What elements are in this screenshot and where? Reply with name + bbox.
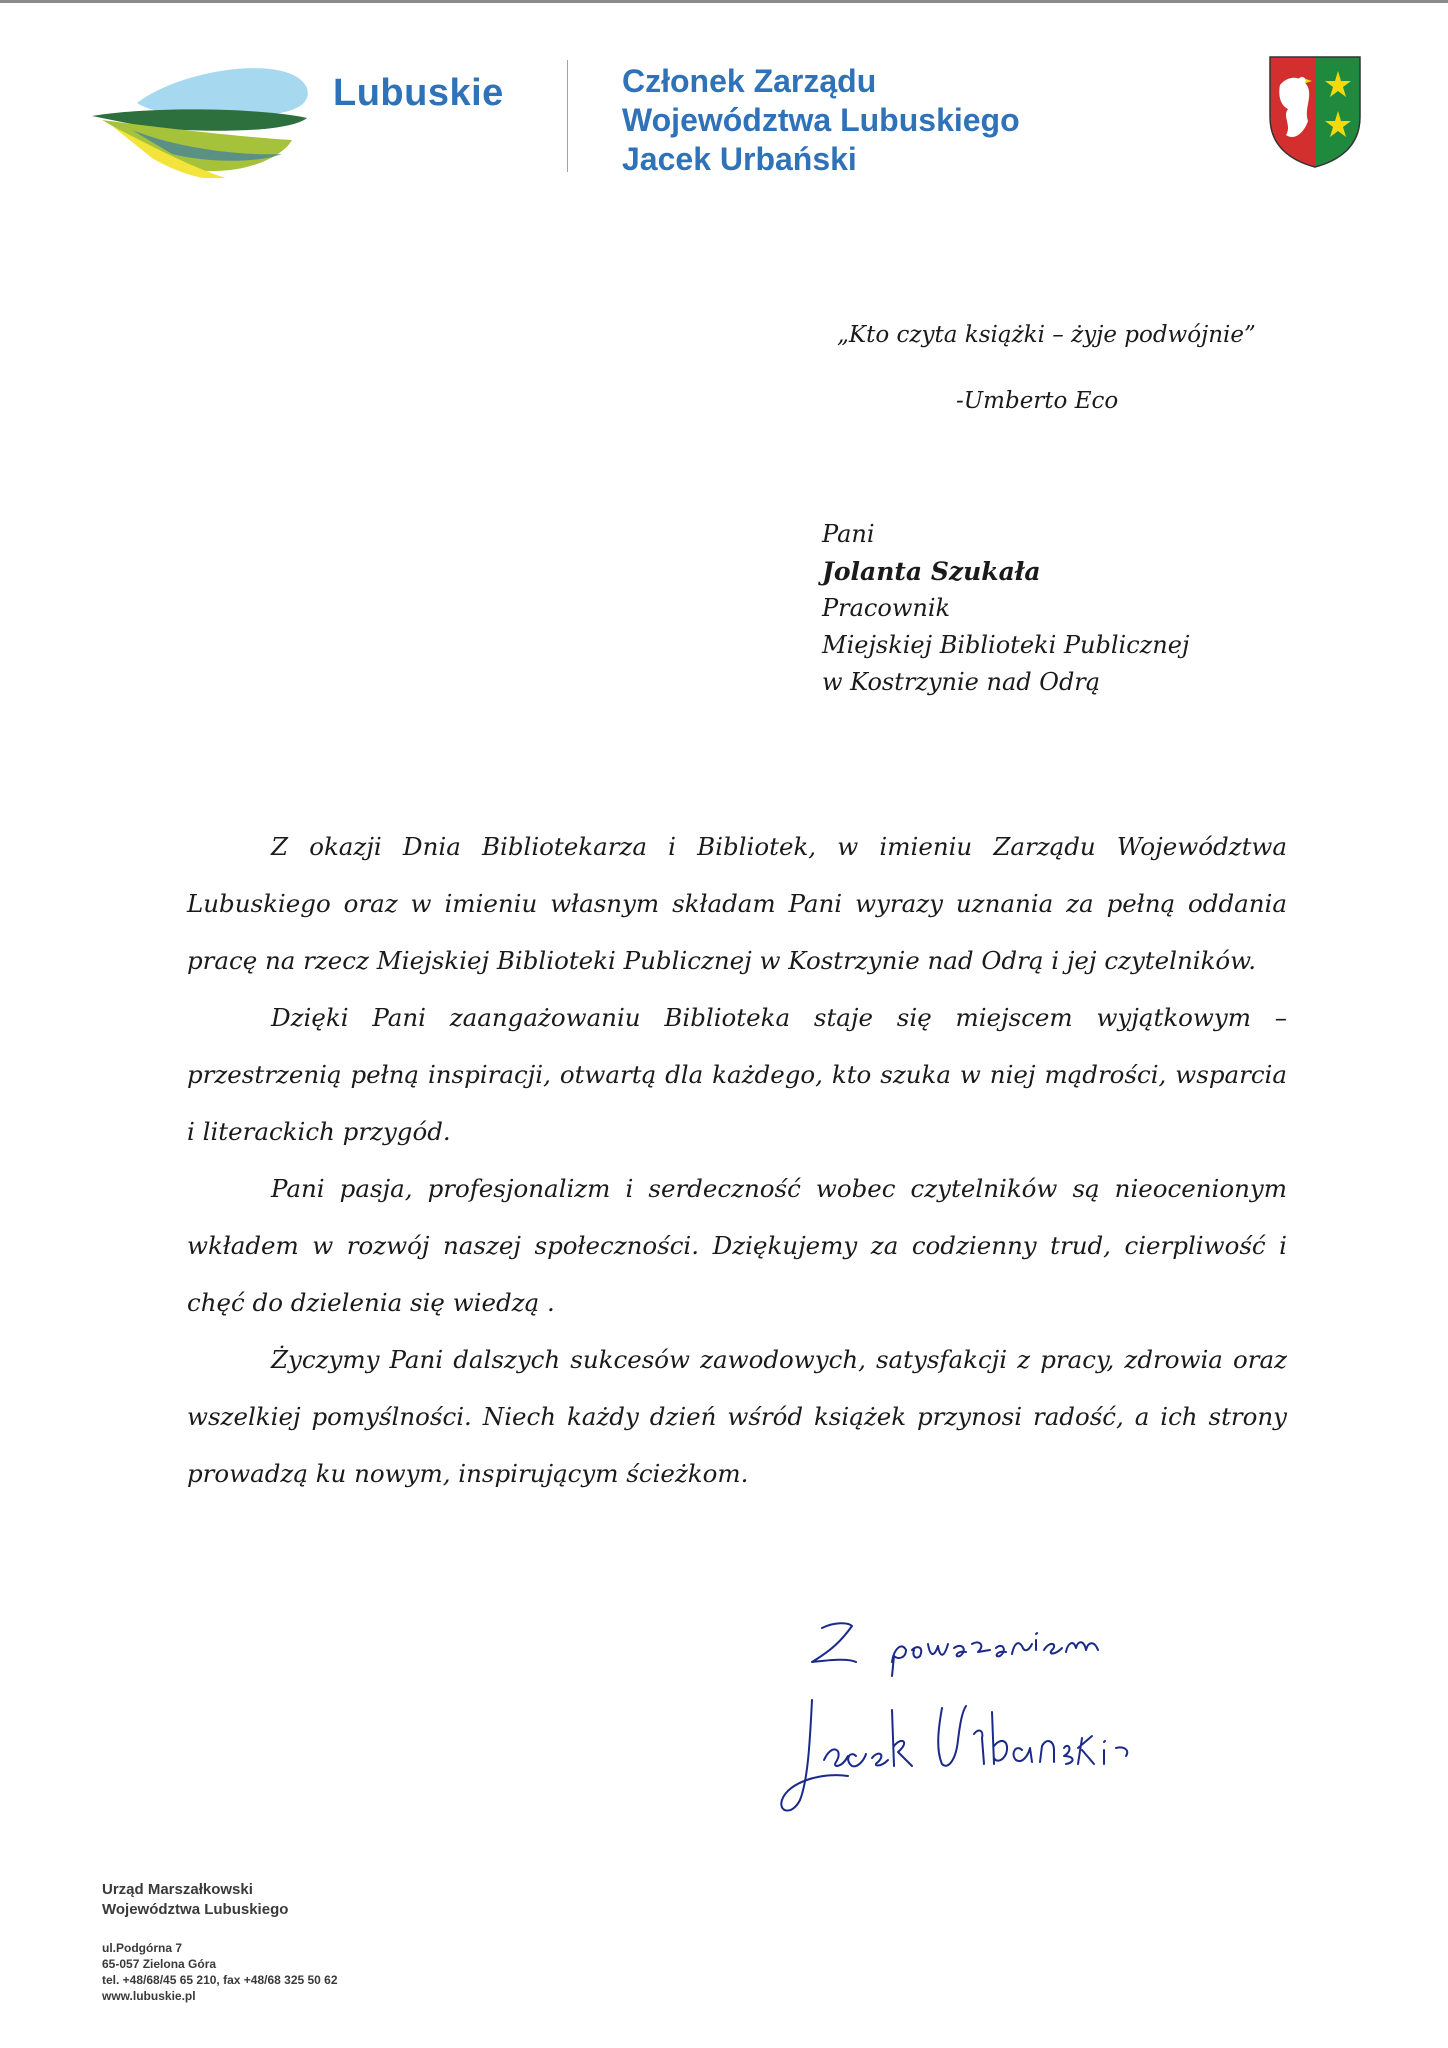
handwritten-signature bbox=[752, 1600, 1192, 1870]
addressee-name: Jolanta Szukała bbox=[822, 557, 1041, 586]
body-paragraph: Pani pasja, profesjonalizm i serdeczność wobec czytelników są nieocenionym wkładem w rozwój naszej społeczności. Dziękujemy za codzienny trud, cierpliwość i chęć do dzielenia się wiedzą . bbox=[187, 1174, 1287, 1317]
body-paragraph: Z okazji Dnia Bibliotekarza i Bibliotek, w imieniu Zarządu Województwa Lubuskiego oraz w imieniu własnym składam Pani wyrazy uznania za pełną oddania pracę na rzecz Miejskiej Biblioteki Publicznej w Kostrzynie nad Odrą i jej czytelników. bbox=[187, 832, 1287, 975]
footer-address bbox=[102, 1940, 338, 2004]
footer-org-line: Województwa Lubuskiego bbox=[102, 1901, 289, 1918]
addressee-block bbox=[822, 516, 1189, 701]
epigraph-quote: „Kto czyta książki – żyje podwójnie” bbox=[837, 322, 1256, 348]
epigraph-author: -Umberto Eco bbox=[956, 388, 1119, 414]
addressee-location: w Kostrzynie nad Odrą bbox=[822, 668, 1101, 696]
footer-website-link[interactable]: www.lubuskie.pl bbox=[102, 1989, 196, 2003]
sender-name: Jacek Urbański bbox=[622, 141, 857, 177]
footer-org-line: Urząd Marszałkowski bbox=[102, 1881, 253, 1898]
lubuskie-logo-icon bbox=[92, 58, 322, 178]
footer-city: 65-057 Zielona Góra bbox=[102, 1957, 217, 1971]
sender-title bbox=[622, 62, 1020, 179]
body-paragraph: Życzymy Pani dalszych sukcesów zawodowych, satysfakcji z pracy, zdrowia oraz wszelkiej pomyślności. Niech każdy dzień wśród książek przynosi radość, a ich strony prowadzą ku nowym, inspirującym ścieżkom. bbox=[187, 1345, 1287, 1488]
coat-of-arms-icon bbox=[1268, 55, 1362, 169]
page-top-edge bbox=[0, 0, 1448, 3]
addressee-institution: Miejskiej Biblioteki Publicznej bbox=[822, 631, 1190, 659]
sender-title-line: Województwa Lubuskiego bbox=[622, 102, 1020, 138]
footer-street: ul.Podgórna 7 bbox=[102, 1941, 183, 1955]
letter-body bbox=[187, 818, 1287, 1502]
brand-name: Lubuskie bbox=[333, 72, 504, 114]
footer-phone: tel. +48/68/45 65 210, fax +48/68 325 50 62 bbox=[102, 1973, 338, 1987]
footer bbox=[102, 1880, 338, 2004]
addressee-salutation: Pani bbox=[822, 520, 875, 548]
sender-title-line: Członek Zarządu bbox=[622, 63, 877, 99]
header-divider bbox=[567, 60, 568, 172]
body-paragraph: Dzięki Pani zaangażowaniu Biblioteka staje się miejscem wyjątkowym – przestrzenią pełną inspiracji, otwartą dla każdego, kto szuka w niej mądrości, wsparcia i literackich przygód. bbox=[187, 1003, 1287, 1146]
addressee-role: Pracownik bbox=[822, 594, 951, 622]
